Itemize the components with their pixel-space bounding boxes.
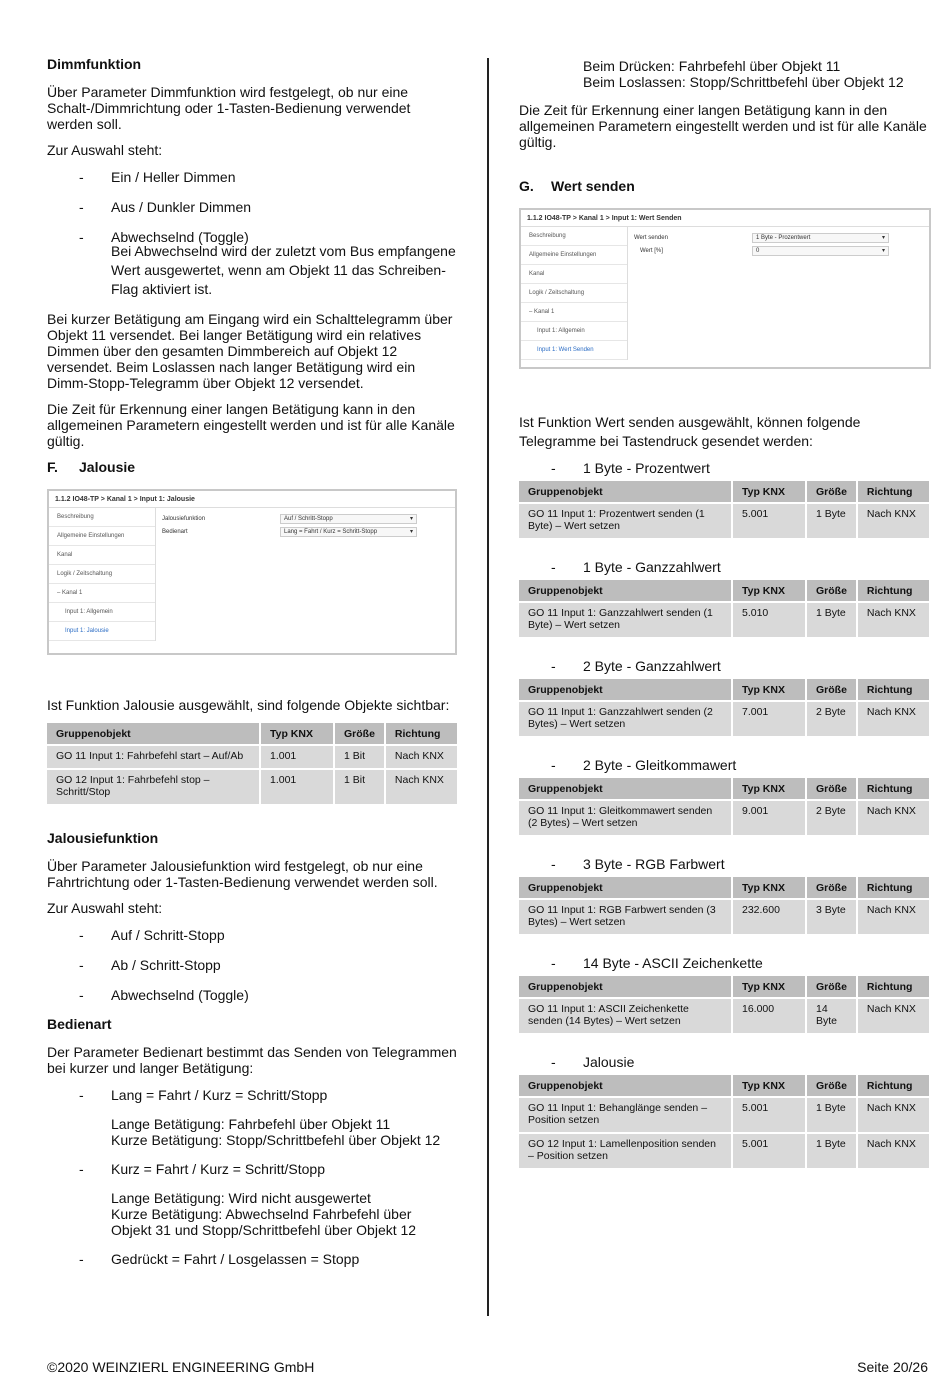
jalousiefunktion-options-list [47, 926, 457, 1004]
nav-item: Allgemeine Einstellungen [49, 527, 155, 546]
list-item: - Ein / Heller Dimmen [47, 168, 457, 186]
param-value: Lang = Fahrt / Kurz = Schritt-Stopp ▾ [280, 527, 417, 537]
table-cell: Nach KNX [385, 745, 457, 769]
list-item: - Aus / Dunkler Dimmen [47, 198, 457, 216]
left-column [47, 56, 457, 1280]
bedienart-options-list-2 [47, 1160, 457, 1178]
table-header: Gruppenobjekt [519, 1075, 732, 1097]
nav-item: Logik / Zeitschaltung [521, 284, 627, 303]
table-cell: Nach KNX [857, 1097, 929, 1133]
table-cell: GO 11 Input 1: Gleitkommawert senden (2 Bytes) – Wert setzen [519, 800, 732, 835]
dimm-paragraph-4: Die Zeit für Erkennung einer langen Betätigung kann in den allgemeinen Parametern eingestellt werden und ist für alle Kanäle gültig. [47, 401, 455, 449]
nav-item: Input 1: Allgemein [49, 603, 155, 622]
param-label: Bedienart [162, 528, 188, 535]
telegram-object-table [519, 481, 929, 538]
table-cell: 2 Byte [806, 800, 857, 835]
telegram-object-table [519, 976, 929, 1033]
list-item: - Ab / Schritt-Stopp [47, 956, 457, 974]
nav-item: Beschreibung [521, 227, 627, 246]
breadcrumb: 1.1.2 IO48-TP > Kanal 1 > Input 1: Jalousie [49, 491, 455, 508]
param-row [634, 231, 923, 244]
parameter-nav [49, 508, 156, 641]
section-number: G. [519, 178, 534, 194]
table-cell: Nach KNX [857, 503, 929, 538]
footer-page-number: Seite 20/26 [857, 1359, 928, 1375]
table-cell: GO 11 Input 1: RGB Farbwert senden (3 Bytes) – Wert setzen [519, 899, 732, 934]
param-row [162, 525, 449, 538]
detail-line: Objekt 31 und Stopp/Schrittbefehl über Objekt 12 [111, 1222, 417, 1238]
table-cell: 5.001 [732, 1097, 806, 1133]
nav-item: Input 1: Allgemein [521, 322, 627, 341]
telegram-type-label: - 1 Byte - Prozentwert [519, 459, 929, 477]
detail-line: Lange Betätigung: Wird nicht ausgewertet [111, 1190, 371, 1206]
detail-line: Beim Drücken: Fahrbefehl über Objekt 11 [583, 58, 841, 74]
table-header: Gruppenobjekt [519, 778, 732, 800]
table-cell: GO 12 Input 1: Lamellenposition senden – Position setzen [519, 1133, 732, 1168]
dimm-paragraph-2: Zur Auswahl steht: [47, 142, 163, 158]
right-column [519, 56, 929, 1174]
table-row [519, 899, 929, 934]
param-value: 0 ▾ [752, 246, 889, 256]
table-header: Gruppenobjekt [519, 877, 732, 899]
table-cell: 16.000 [732, 998, 806, 1033]
footer-copyright: ©2020 WEINZIERL ENGINEERING GmbH [47, 1359, 315, 1375]
table-header: Richtung [857, 1075, 929, 1097]
bedienart-item-2-details [47, 1190, 457, 1238]
table-cell: GO 11 Input 1: Ganzzahlwert senden (1 Byte) – Wert setzen [519, 602, 732, 637]
telegram-type-label: - 2 Byte - Ganzzahlwert [519, 657, 929, 675]
table-row [519, 503, 929, 538]
section-title: Jalousie [79, 459, 136, 475]
table-row [519, 602, 929, 637]
table-cell: Nach KNX [857, 701, 929, 736]
table-cell: 9.001 [732, 800, 806, 835]
list-item: - Gedrückt = Fahrt / Losgelassen = Stopp [47, 1250, 457, 1268]
table-cell: 232.600 [732, 899, 806, 934]
telegram-type-label: - 3 Byte - RGB Farbwert [519, 855, 929, 873]
table-row [519, 701, 929, 736]
table-header: Richtung [385, 723, 457, 745]
nav-item: Allgemeine Einstellungen [521, 246, 627, 265]
telegram-type-list [519, 954, 929, 972]
detail-line: Kurze Betätigung: Abwechselnd Fahrbefehl über [111, 1206, 412, 1222]
table-header: Typ KNX [732, 877, 806, 899]
jalousiefunktion-heading: Jalousiefunktion [47, 830, 159, 846]
section-f-heading [47, 459, 457, 475]
param-value: Auf / Schritt-Stopp ▾ [280, 514, 417, 524]
telegram-object-table [519, 778, 929, 835]
list-item: - Kurz = Fahrt / Kurz = Schritt/Stopp [47, 1160, 457, 1178]
table-row [47, 769, 457, 804]
table-header: Richtung [857, 580, 929, 602]
table-header: Gruppenobjekt [47, 723, 260, 745]
table-cell: 7.001 [732, 701, 806, 736]
dimm-paragraph-1: Über Parameter Dimmfunktion wird festgelegt, ob nur eine Schalt-/Dimmrichtung oder 1-Tasten-Bedienung verwendet werden soll. [47, 84, 411, 132]
table-cell: GO 11 Input 1: Behanglänge senden – Position setzen [519, 1097, 732, 1133]
nav-item: Kanal [521, 265, 627, 284]
param-row [634, 244, 923, 257]
parameter-panel [156, 508, 455, 641]
jalousie-object-table [47, 723, 457, 804]
param-label: Wert [%] [640, 247, 663, 254]
table-cell: 5.010 [732, 602, 806, 637]
parameter-nav [521, 227, 628, 360]
telegram-type-label: - Jalousie [519, 1053, 929, 1071]
detail-line: Kurze Betätigung: Stopp/Schrittbefehl über Objekt 12 [111, 1132, 441, 1148]
nav-item: Logik / Zeitschaltung [49, 565, 155, 584]
table-header: Größe [806, 481, 857, 503]
table-cell: 1.001 [260, 769, 334, 804]
telegram-type-list [519, 558, 929, 576]
table-cell: 3 Byte [806, 899, 857, 934]
wert-senden-parameter-screenshot [519, 208, 931, 369]
list-item-label: Abwechselnd (Toggle) [111, 229, 249, 245]
jalousie-objects-intro: Ist Funktion Jalousie ausgewählt, sind folgende Objekte sichtbar: [47, 697, 450, 713]
param-label: Wert senden [634, 234, 668, 241]
table-cell: 1 Bit [334, 769, 385, 804]
table-header: Typ KNX [260, 723, 334, 745]
telegram-type-list [519, 1053, 929, 1071]
bedienart-item-1-details [47, 1116, 457, 1148]
list-item [47, 228, 457, 246]
table-cell: 1 Byte [806, 503, 857, 538]
dimm-paragraph-3: Bei kurzer Betätigung am Eingang wird ein Schalttelegramm über Objekt 11 versendet. Bei langer Betätigung wird ein relatives Dimmen über den gesamten Dimmbereich auf Objekt 12 versendet. Beim Loslassen nach langer Betätigung wird ein Dimm-Stopp-Telegramm über Objekt 12 versendet. [47, 311, 453, 391]
table-header: Größe [806, 1075, 857, 1097]
table-row [519, 998, 929, 1033]
table-header: Typ KNX [732, 679, 806, 701]
jalousie-parameter-screenshot [47, 489, 457, 655]
section-title: Wert senden [551, 178, 635, 194]
telegram-type-label: - 2 Byte - Gleitkommawert [519, 756, 929, 774]
table-header: Größe [806, 976, 857, 998]
telegram-type-list [519, 855, 929, 873]
table-header: Richtung [857, 679, 929, 701]
table-header: Gruppenobjekt [519, 679, 732, 701]
telegram-type-list [519, 459, 929, 477]
table-header: Gruppenobjekt [519, 481, 732, 503]
table-cell: 1 Byte [806, 1133, 857, 1168]
telegram-type-list [519, 756, 929, 774]
jalousiefunktion-paragraph-1: Über Parameter Jalousiefunktion wird festgelegt, ob nur eine Fahrtrichtung oder 1-Tasten-Bedienung verwendet werden soll. [47, 858, 438, 890]
table-header: Richtung [857, 481, 929, 503]
table-cell: 14 Byte [806, 998, 857, 1033]
table-header: Gruppenobjekt [519, 580, 732, 602]
table-header: Gruppenobjekt [519, 976, 732, 998]
dimm-toggle-note: Bei Abwechselnd wird der zuletzt vom Bus empfangene Wert ausgewertet, wenn am Objekt 11 das Schreiben-Flag aktiviert ist. [111, 243, 456, 297]
table-header: Typ KNX [732, 778, 806, 800]
list-item: - Abwechselnd (Toggle) [47, 986, 457, 1004]
telegram-type-label: - 1 Byte - Ganzzahlwert [519, 558, 929, 576]
telegram-object-table [519, 1075, 929, 1168]
list-item: - Auf / Schritt-Stopp [47, 926, 457, 944]
table-header: Typ KNX [732, 580, 806, 602]
telegram-object-table [519, 679, 929, 736]
section-number: F. [47, 459, 58, 475]
section-g-heading [519, 178, 929, 194]
table-header: Größe [806, 877, 857, 899]
param-label: Jalousiefunktion [162, 515, 206, 522]
param-value: 1 Byte - Prozentwert ▾ [752, 233, 889, 243]
table-header: Größe [806, 778, 857, 800]
table-cell: Nach KNX [857, 998, 929, 1033]
wert-senden-intro: Ist Funktion Wert senden ausgewählt, können folgende Telegramme bei Tastendruck gesendet werden: [519, 414, 861, 449]
table-cell: 1 Byte [806, 602, 857, 637]
long-press-paragraph: Die Zeit für Erkennung einer langen Betätigung kann in den allgemeinen Parametern eingestellt werden und ist für alle Kanäle gültig. [519, 102, 927, 150]
nav-item: – Kanal 1 [521, 303, 627, 322]
bedienart-item-3-details [519, 58, 929, 90]
table-cell: 1 Bit [334, 745, 385, 769]
bedienart-heading: Bedienart [47, 1016, 112, 1032]
telegram-object-table [519, 877, 929, 934]
table-header: Typ KNX [732, 1075, 806, 1097]
table-cell: Nach KNX [385, 769, 457, 804]
nav-item: – Kanal 1 [49, 584, 155, 603]
table-cell: Nach KNX [857, 602, 929, 637]
table-cell: 5.001 [732, 503, 806, 538]
nav-item: Kanal [49, 546, 155, 565]
bedienart-options-list [47, 1086, 457, 1104]
table-cell: 1 Byte [806, 1097, 857, 1133]
table-header: Richtung [857, 778, 929, 800]
table-row [519, 1097, 929, 1133]
table-cell: 1.001 [260, 745, 334, 769]
table-row [519, 1133, 929, 1168]
table-cell: Nach KNX [857, 1133, 929, 1168]
parameter-panel [628, 227, 929, 360]
breadcrumb: 1.1.2 IO48-TP > Kanal 1 > Input 1: Wert Senden [521, 210, 929, 227]
bedienart-options-list-3 [47, 1250, 457, 1268]
detail-line: Beim Loslassen: Stopp/Schrittbefehl über Objekt 12 [583, 74, 904, 90]
table-header: Größe [806, 679, 857, 701]
table-header: Richtung [857, 976, 929, 998]
list-item: - Lang = Fahrt / Kurz = Schritt/Stopp [47, 1086, 457, 1104]
table-cell: GO 11 Input 1: Ganzzahlwert senden (2 Bytes) – Wert setzen [519, 701, 732, 736]
column-divider [487, 58, 489, 1316]
jalousiefunktion-paragraph-2: Zur Auswahl steht: [47, 900, 163, 916]
telegram-object-table [519, 580, 929, 637]
table-cell: 2 Byte [806, 701, 857, 736]
nav-item: Beschreibung [49, 508, 155, 527]
detail-line: Lange Betätigung: Fahrbefehl über Objekt 11 [111, 1116, 391, 1132]
table-cell: GO 11 Input 1: Prozentwert senden (1 Byte) – Wert setzen [519, 503, 732, 538]
table-header: Größe [334, 723, 385, 745]
nav-item-selected: Input 1: Wert Senden [521, 341, 627, 360]
nav-item-selected: Input 1: Jalousie [49, 622, 155, 641]
table-row [47, 745, 457, 769]
table-cell: Nach KNX [857, 800, 929, 835]
table-cell: 5.001 [732, 1133, 806, 1168]
table-cell: GO 11 Input 1: ASCII Zeichenkette senden (14 Bytes) – Wert setzen [519, 998, 732, 1033]
table-cell: GO 12 Input 1: Fahrbefehl stop – Schritt/Stop [47, 769, 260, 804]
table-row [519, 800, 929, 835]
param-row [162, 512, 449, 525]
dimm-options-list [47, 168, 457, 246]
table-header: Größe [806, 580, 857, 602]
table-cell: GO 11 Input 1: Fahrbefehl start – Auf/Ab [47, 745, 260, 769]
table-cell: Nach KNX [857, 899, 929, 934]
table-header: Richtung [857, 877, 929, 899]
bedienart-paragraph: Der Parameter Bedienart bestimmt das Senden von Telegrammen bei kurzer und langer Betätigung: [47, 1044, 457, 1076]
telegram-groups [519, 459, 929, 1168]
telegram-type-label: - 14 Byte - ASCII Zeichenkette [519, 954, 929, 972]
telegram-type-list [519, 657, 929, 675]
table-header: Typ KNX [732, 481, 806, 503]
table-header: Typ KNX [732, 976, 806, 998]
dimm-heading: Dimmfunktion [47, 56, 142, 72]
